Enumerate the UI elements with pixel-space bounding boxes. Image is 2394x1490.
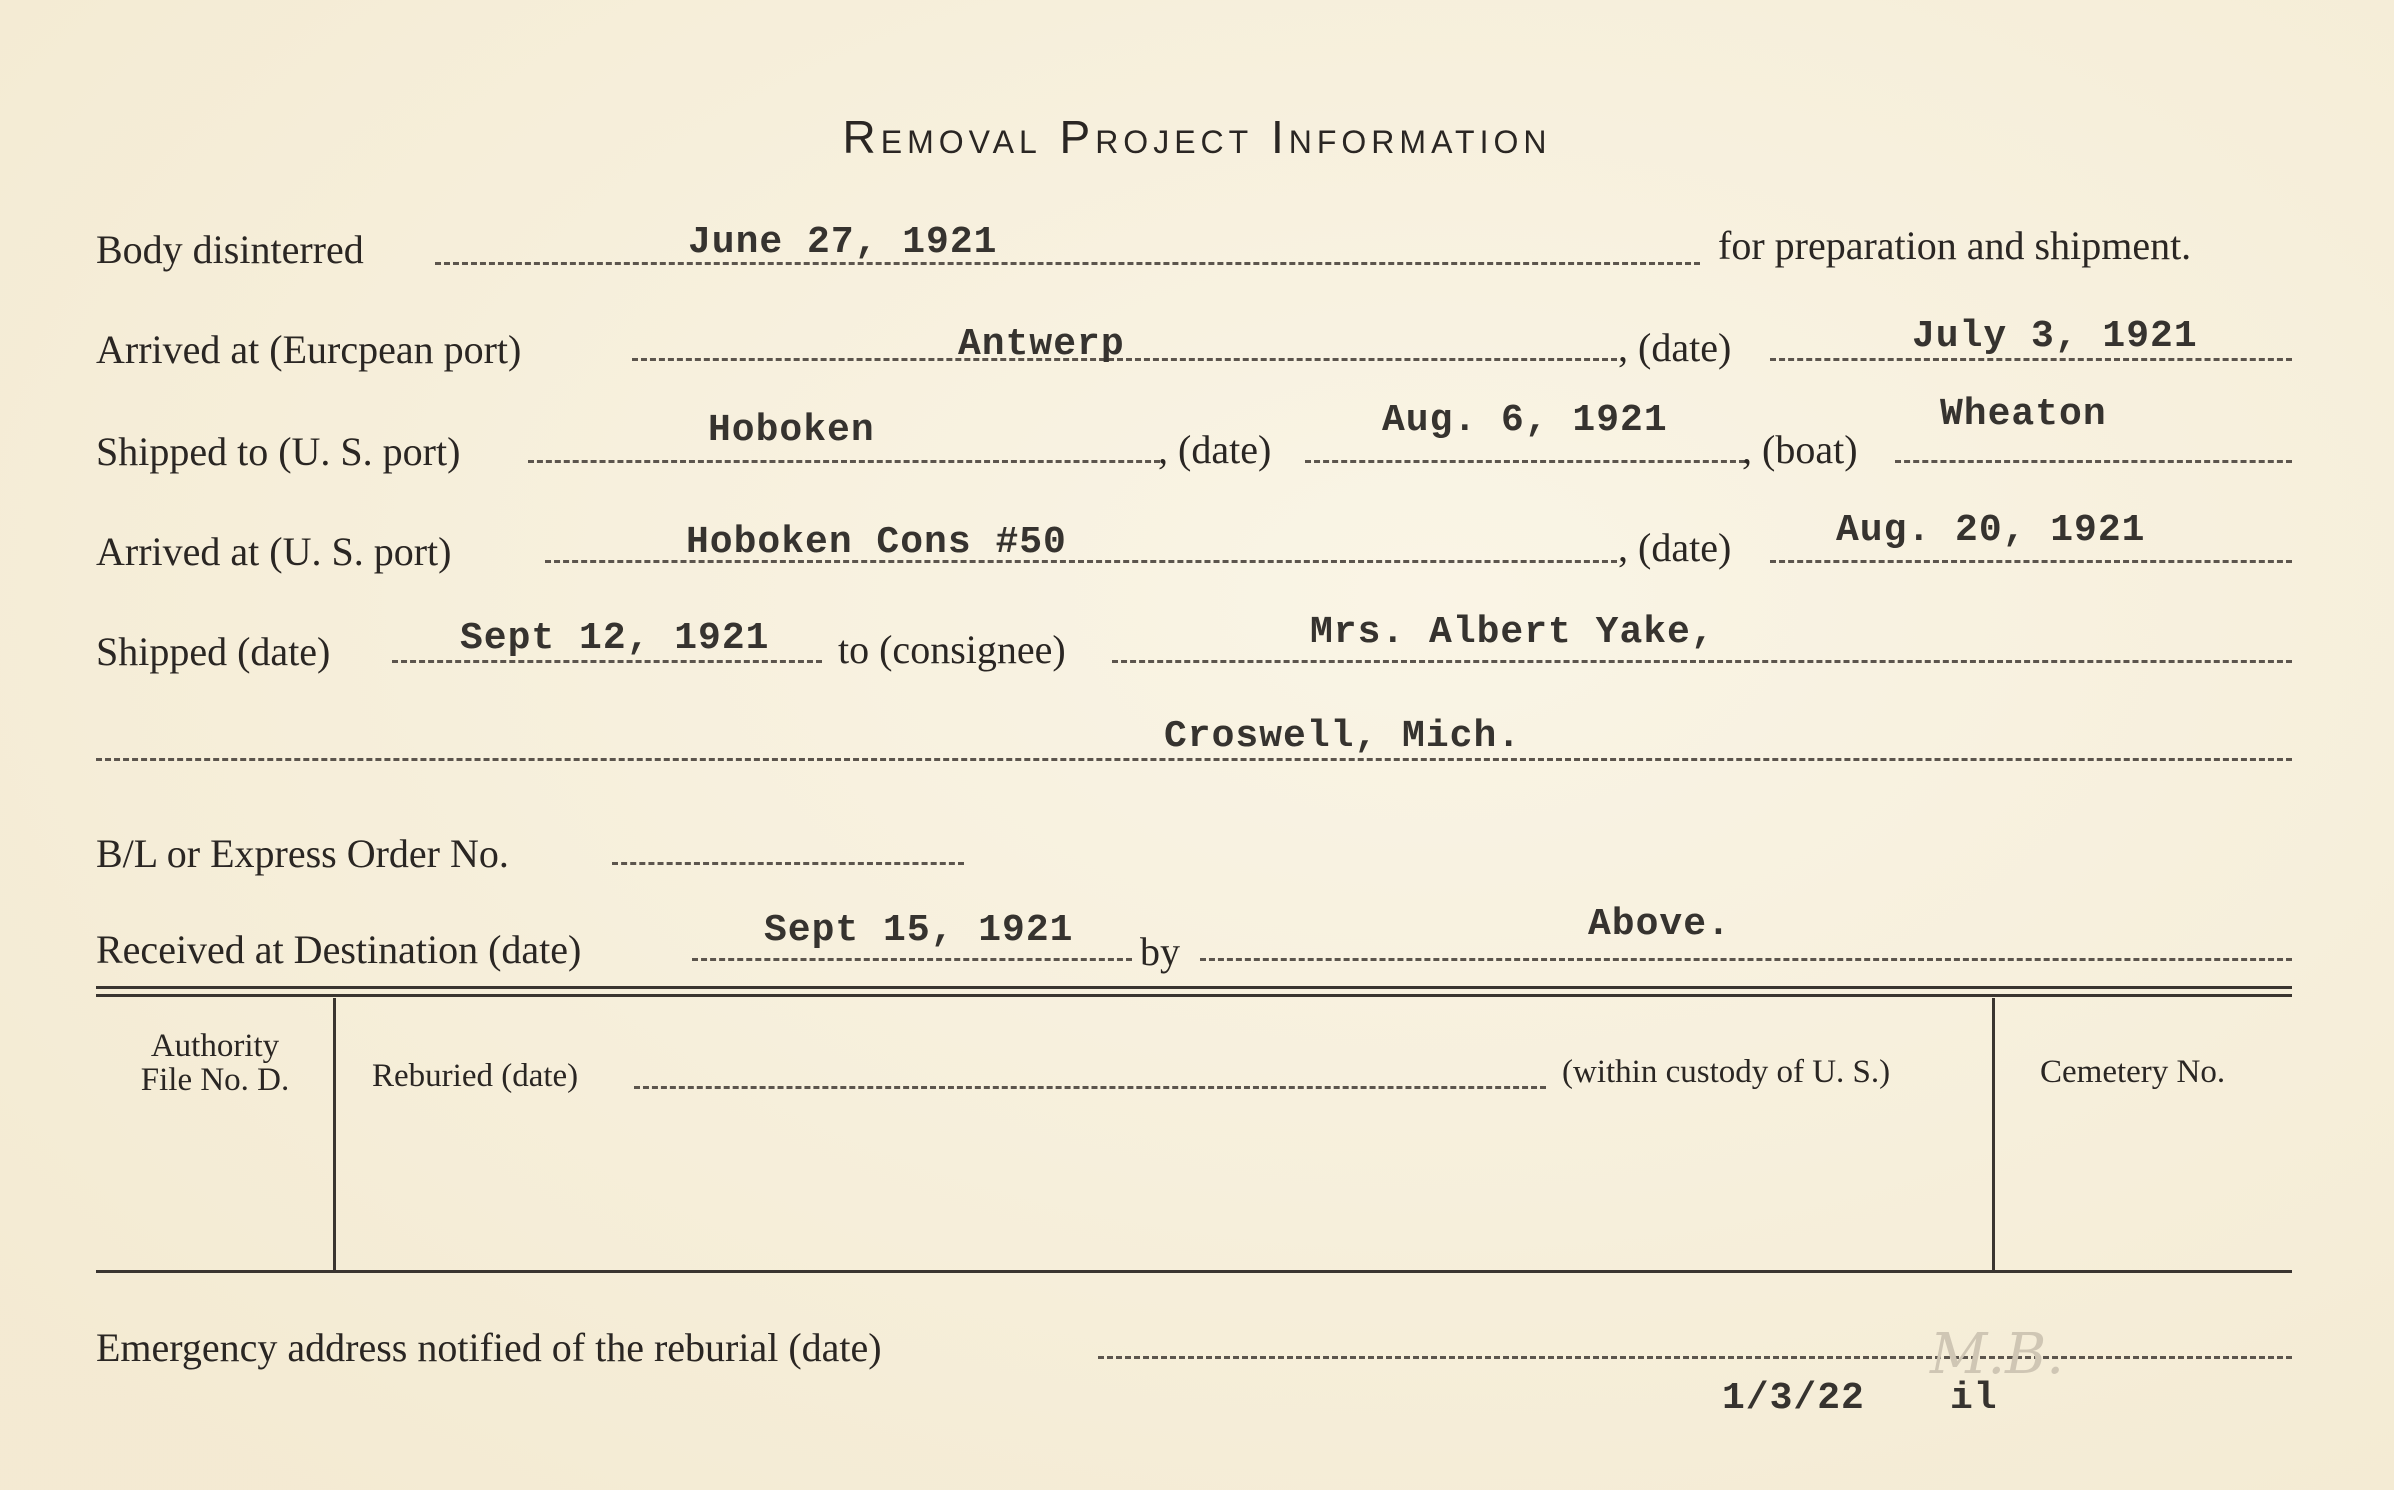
arrived-us-port: Hoboken Cons #50 — [686, 521, 1067, 564]
cemetery-label: Cemetery No. — [2040, 1054, 2226, 1090]
address-line — [96, 758, 2292, 761]
consignee-label: to (consignee) — [838, 627, 1066, 672]
received-by: Above. — [1588, 903, 1731, 946]
arrived-european-date-line — [1770, 358, 2292, 361]
arrived-european-label: Arrived at (Eurcpean port) — [96, 327, 522, 372]
disinterred-label: Body disinterred — [96, 227, 364, 272]
disinterred-suffix: for preparation and shipment. — [1718, 223, 2192, 268]
arrived-european-port: Antwerp — [958, 323, 1125, 366]
received-date-line — [692, 958, 1132, 961]
emergency-label: Emergency address notified of the reburial (date) — [96, 1325, 882, 1370]
authority-label-2: File No. D. — [140, 1062, 290, 1098]
received-label: Received at Destination (date) — [96, 927, 582, 972]
shipped-us-label: Shipped to (U. S. port) — [96, 429, 461, 474]
shipped-us-date: Aug. 6, 1921 — [1382, 399, 1668, 442]
table-top-rule-2 — [96, 994, 2292, 997]
arrived-us-date: Aug. 20, 1921 — [1836, 509, 2146, 552]
reburied-label: Reburied (date) — [372, 1058, 579, 1094]
shipped-label: Shipped (date) — [96, 629, 331, 674]
shipped-us-boat-label: , (boat) — [1742, 427, 1858, 472]
table-top-rule-1 — [96, 986, 2292, 989]
arrived-us-date-line — [1770, 560, 2292, 563]
received-by-line — [1200, 958, 2292, 961]
authority-label-1: Authority — [150, 1028, 280, 1064]
table-bottom-rule — [96, 1270, 2292, 1273]
faint-signature: M.B. — [1930, 1322, 2065, 1387]
emergency-date: 1/3/22 — [1722, 1377, 1865, 1420]
bl-line — [612, 862, 964, 865]
card-title: Removal Project Information — [842, 111, 1552, 163]
disinterred-value: June 27, 1921 — [688, 221, 998, 264]
shipped-us-boat-line — [1895, 460, 2292, 463]
received-date: Sept 15, 1921 — [764, 909, 1074, 952]
shipped-us-date-label: , (date) — [1158, 427, 1272, 472]
bl-label: B/L or Express Order No. — [96, 831, 509, 876]
consignee-address: Croswell, Mich. — [1164, 715, 1522, 758]
shipped-date: Sept 12, 1921 — [460, 617, 770, 660]
arrived-european-date-label: , (date) — [1618, 325, 1732, 370]
table-divider-right — [1992, 998, 1995, 1270]
emergency-line — [1098, 1356, 2292, 1359]
disinterred-line — [435, 262, 1700, 265]
arrived-us-label: Arrived at (U. S. port) — [96, 529, 452, 574]
reburied-line — [634, 1086, 1546, 1089]
consignee-name: Mrs. Albert Yake, — [1310, 611, 1715, 654]
shipped-date-line — [392, 660, 822, 663]
shipped-us-date-line — [1305, 460, 1745, 463]
arrived-us-date-label: , (date) — [1618, 525, 1732, 570]
table-divider-left — [333, 998, 336, 1272]
received-by-label: by — [1140, 929, 1180, 974]
emergency-initials: il — [1950, 1377, 1998, 1420]
custody-label: (within custody of U. S.) — [1562, 1054, 1891, 1090]
arrived-european-date: July 3, 1921 — [1912, 315, 2198, 358]
shipped-us-boat: Wheaton — [1940, 393, 2107, 436]
shipped-us-port: Hoboken — [708, 409, 875, 452]
shipped-us-line — [528, 460, 1160, 463]
consignee-line — [1112, 660, 2292, 663]
